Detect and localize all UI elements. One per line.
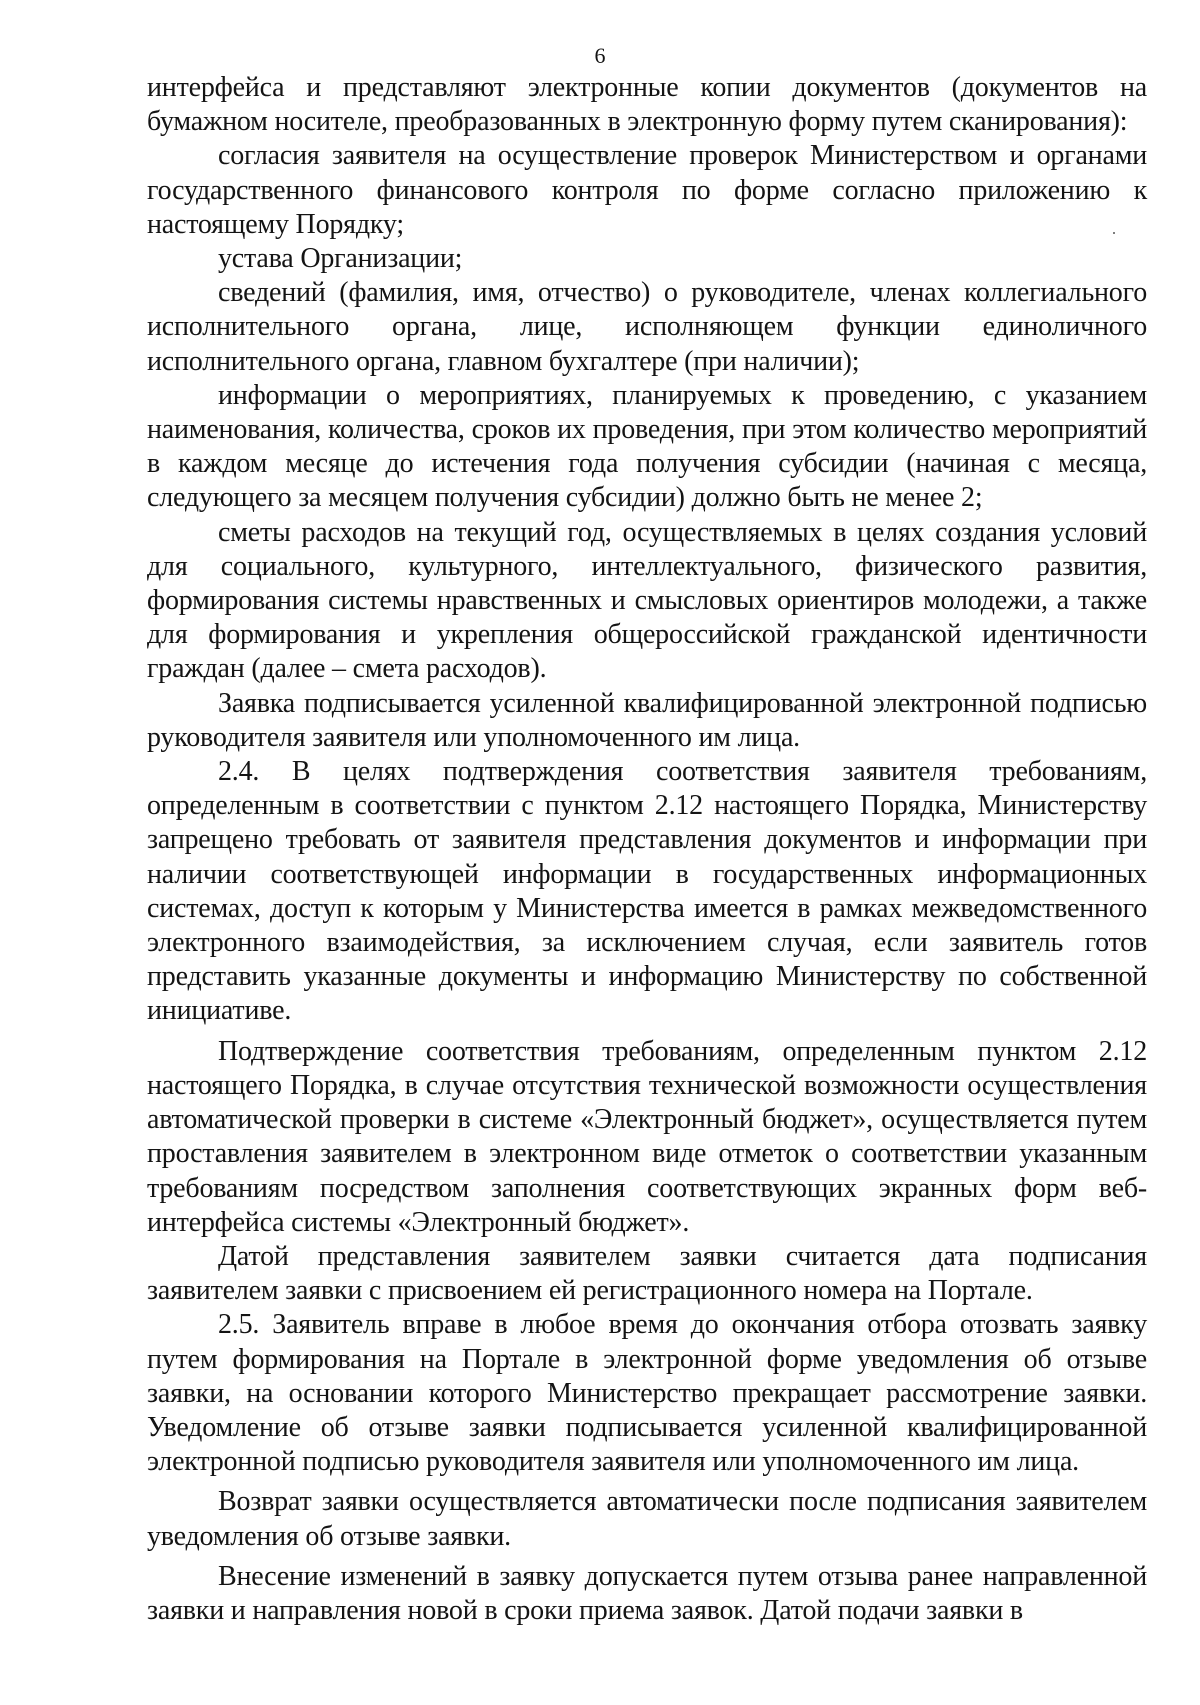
paragraph-events-info: информации о мероприятиях, планируемых к проведению, с указанием наименования, количества, сроков их проведения, при этом количество мероприятий в каждом месяце до истечения года получения субсидии (начиная с месяца, следующего за месяцем получения субсидии) должно быть не менее 2;: [147, 379, 1147, 514]
paragraph-continuation: интерфейса и представляют электронные копии документов (документов на бумажном носителе, преобразованных в электронную форму путем сканирования):: [147, 72, 1147, 138]
scan-speck: [1113, 232, 1115, 234]
paragraph-submission-date: Датой представления заявителем заявки считается дата подписания заявителем заявки с присвоением ей регистрационного номера на Портале.: [147, 1240, 1147, 1307]
paragraph-section-2-5: 2.5. Заявитель вправе в любое время до окончания отбора отозвать заявку путем формирования на Портале в электронной форме уведомления об отзыве заявки, на основании которого Министерство прекращает рассмотрение заявки. Уведомление об отзыве заявки подписывается усиленной квалифицированной электронной подписью руководителя заявителя или уполномоченного им лица.: [147, 1309, 1147, 1478]
paragraph-return: Возврат заявки осуществляется автоматически после подписания заявителем уведомления об отзыве заявки.: [147, 1486, 1147, 1552]
paragraph-compliance-confirmation: Подтверждение соответствия требованиям, определенным пунктом 2.12 настоящего Порядка, в случае отсутствия технической возможности осуществления автоматической проверки в системе «Электронный бюджет», осуществляется путем проставления заявителем в электронном виде отметок о соответствии указанным требованиям посредством заполнения соответствующих экранных форм веб-интерфейса системы «Электронный бюджет».: [147, 1035, 1147, 1238]
paragraph-expense-estimate: сметы расходов на текущий год, осуществляемых в целях создания условий для социального, культурного, интеллектуального, физического развития, формирования системы нравственных и смысловых ориентиров молодежи, а также для формирования и укрепления общероссийской гражданской идентичности граждан (далее – смета расходов).: [147, 516, 1147, 685]
document-body: [147, 71, 1147, 1628]
paragraph-signature: Заявка подписывается усиленной квалифицированной электронной подписью руководителя заявителя или уполномоченного им лица.: [147, 687, 1147, 753]
page-number: 6: [594, 43, 606, 68]
paragraph-section-2-4: 2.4. В целях подтверждения соответствия заявителя требованиям, определенным в соответствии с пунктом 2.12 настоящего Порядка, Министерству запрещено требовать от заявителя представления документов и информации при наличии соответствующей информации в государственных информационных системах, доступ к которым у Министерства имеется в рамках межведомственного электронного взаимодействия, за исключением случая, если заявитель готов представить указанные документы и информацию Министерству по собственной инициативе.: [147, 756, 1147, 1027]
paragraph-management-info: сведений (фамилия, имя, отчество) о руководителе, членах коллегиального исполнительного органа, лице, исполняющем функции единоличного исполнительного органа, главном бухгалтере (при наличии);: [147, 277, 1147, 377]
paragraph-consent: согласия заявителя на осуществление проверок Министерством и органами государственного финансового контроля по форме согласно приложению к настоящему Порядку;: [147, 140, 1147, 240]
paragraph-changes: Внесение изменений в заявку допускается путем отзыва ранее направленной заявки и направления новой в сроки приема заявок. Датой подачи заявки в: [147, 1560, 1147, 1626]
paragraph-charter: устава Организации;: [218, 243, 463, 275]
